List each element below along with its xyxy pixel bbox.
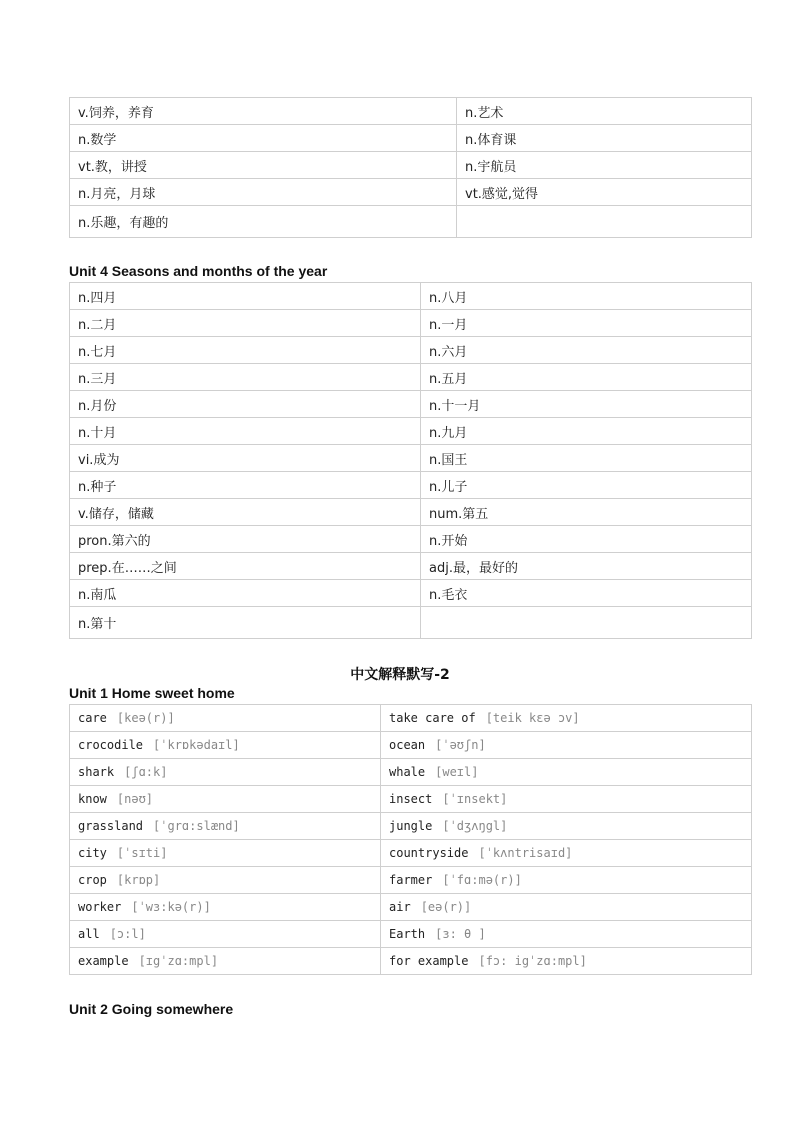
english-word: farmer [389,873,433,887]
vocab-cell: n.宇航员 [457,152,752,179]
vocab-row [70,337,752,364]
vocab-row [70,179,752,206]
vocab-cell [381,813,752,840]
vocab-row [70,98,752,125]
vocab-cell [70,894,381,921]
vocab-row [70,948,752,975]
vocab-cell [70,786,381,813]
phonetic-transcription: [ˈfɑ:mə(r)] [442,873,522,887]
vocab-cell [70,948,381,975]
english-word: Earth [389,927,426,941]
vocab-cell: n.六月 [421,337,752,364]
phonetic-transcription: [ˈkʌntrisaɪd] [478,846,573,860]
vocab-cell: n.体育课 [457,125,752,152]
phonetic-transcription: [ˈsɪti] [116,846,168,860]
english-word: countryside [389,846,469,860]
vocab-cell: adj.最，最好的 [421,553,752,580]
vocab-cell: n.数学 [70,125,457,152]
vocab-cell: n.国王 [421,445,752,472]
vocab-row [70,921,752,948]
vocab-row [70,445,752,472]
phonetic-transcription: [keə(r)] [116,711,175,725]
vocab-cell: n.十月 [70,418,421,445]
vocab-row [70,499,752,526]
vocab-row [70,894,752,921]
vocab-row [70,553,752,580]
vocab-row [70,418,752,445]
phonetic-transcription: [nəʊ] [116,792,154,806]
vocab-cell: vt.感觉,觉得 [457,179,752,206]
vocab-cell [421,607,752,639]
vocab-cell: n.五月 [421,364,752,391]
vocab-cell: n.儿子 [421,472,752,499]
english-word: care [78,711,107,725]
phonetic-transcription: [ˈɪnsekt] [442,792,508,806]
vocab-cell: n.二月 [70,310,421,337]
vocab-cell: n.毛衣 [421,580,752,607]
vocab-row [70,580,752,607]
vocab-cell: n.三月 [70,364,421,391]
vocab-cell [381,759,752,786]
english-word: ocean [389,738,426,752]
phonetic-transcription: [ɜ: θ ] [435,927,486,941]
vocab-cell [381,840,752,867]
vocab-row [70,607,752,639]
phonetic-transcription: [ʃɑ:k] [124,765,168,779]
vocab-table-continued [69,97,752,238]
vocab-row [70,283,752,310]
english-word: example [78,954,129,968]
vocab-row [70,732,752,759]
vocab-row [70,472,752,499]
vocab-row [70,391,752,418]
vocab-cell: n.开始 [421,526,752,553]
vocab-row [70,364,752,391]
vocab-row [70,526,752,553]
vocab-cell: n.八月 [421,283,752,310]
vocab-cell: v.储存，储藏 [70,499,421,526]
english-word: for example [389,954,469,968]
vocab-cell [70,813,381,840]
vocab-row [70,786,752,813]
english-word: all [78,927,100,941]
phonetic-transcription: [ˈdʒʌŋgl] [442,819,508,833]
phonetic-transcription: [eə(r)] [420,900,472,914]
vocab-cell: n.十一月 [421,391,752,418]
vocab-cell [70,921,381,948]
vocab-cell: num.第五 [421,499,752,526]
english-word: shark [78,765,115,779]
phonetic-transcription: [ˈkrɒkədaɪl] [153,738,240,752]
vocab-cell: v.饲养，养育 [70,98,457,125]
unit1-heading: Unit 1 Home sweet home [69,685,235,701]
vocab-cell: vi.成为 [70,445,421,472]
vocab-row [70,759,752,786]
vocab-row [70,206,752,238]
vocab-cell: pron.第六的 [70,526,421,553]
english-word: know [78,792,107,806]
vocab-cell: n.月亮，月球 [70,179,457,206]
vocab-cell: n.乐趣，有趣的 [70,206,457,238]
english-word: grassland [78,819,144,833]
vocab-row [70,867,752,894]
vocab-cell: vt.教，讲授 [70,152,457,179]
vocab-cell: prep.在……之间 [70,553,421,580]
vocab-cell [70,759,381,786]
unit1-vocab-table [69,704,752,975]
vocab-cell [381,867,752,894]
phonetic-transcription: [ˈwɜ:kə(r)] [131,900,211,914]
vocab-cell [381,786,752,813]
vocab-cell: n.一月 [421,310,752,337]
vocab-row [70,840,752,867]
vocab-cell [381,732,752,759]
english-word: worker [78,900,122,914]
vocab-cell [70,840,381,867]
vocab-row [70,813,752,840]
vocab-cell: n.南瓜 [70,580,421,607]
english-word: city [78,846,107,860]
english-word: crocodile [78,738,144,752]
vocab-cell [381,948,752,975]
english-word: insect [389,792,433,806]
vocab-cell: n.第十 [70,607,421,639]
english-word: jungle [389,819,433,833]
phonetic-transcription: [ɔ:l] [109,927,146,941]
vocab-row [70,310,752,337]
vocab-cell [381,705,752,732]
vocab-cell [70,705,381,732]
english-word: air [389,900,411,914]
vocab-row [70,705,752,732]
vocab-cell [457,206,752,238]
vocab-cell [381,921,752,948]
vocab-cell [70,867,381,894]
phonetic-transcription: [ˈəʊʃn] [435,738,486,752]
vocab-cell [381,894,752,921]
phonetic-transcription: [krɒp] [116,873,161,887]
english-word: take care of [389,711,476,725]
english-word: whale [389,765,426,779]
phonetic-transcription: [weɪl] [435,765,479,779]
vocab-cell: n.四月 [70,283,421,310]
english-word: crop [78,873,107,887]
vocab-row [70,125,752,152]
unit4-vocab-table [69,282,752,639]
vocab-cell: n.月份 [70,391,421,418]
phonetic-transcription: [ˈgrɑ:slænd] [153,819,240,833]
vocab-cell: n.种子 [70,472,421,499]
vocab-cell: n.七月 [70,337,421,364]
phonetic-transcription: [teik kɛə ɔv] [485,711,580,725]
vocab-row [70,152,752,179]
vocab-cell: n.艺术 [457,98,752,125]
vocab-cell: n.九月 [421,418,752,445]
phonetic-transcription: [ɪgˈzɑ:mpl] [138,954,219,968]
unit4-heading: Unit 4 Seasons and months of the year [69,263,328,279]
vocab-cell [70,732,381,759]
unit2-heading: Unit 2 Going somewhere [69,1001,234,1017]
phonetic-transcription: [fɔ: igˈzɑ:mpl] [478,954,587,968]
section-title: 中文解释默写-2 [350,667,450,683]
